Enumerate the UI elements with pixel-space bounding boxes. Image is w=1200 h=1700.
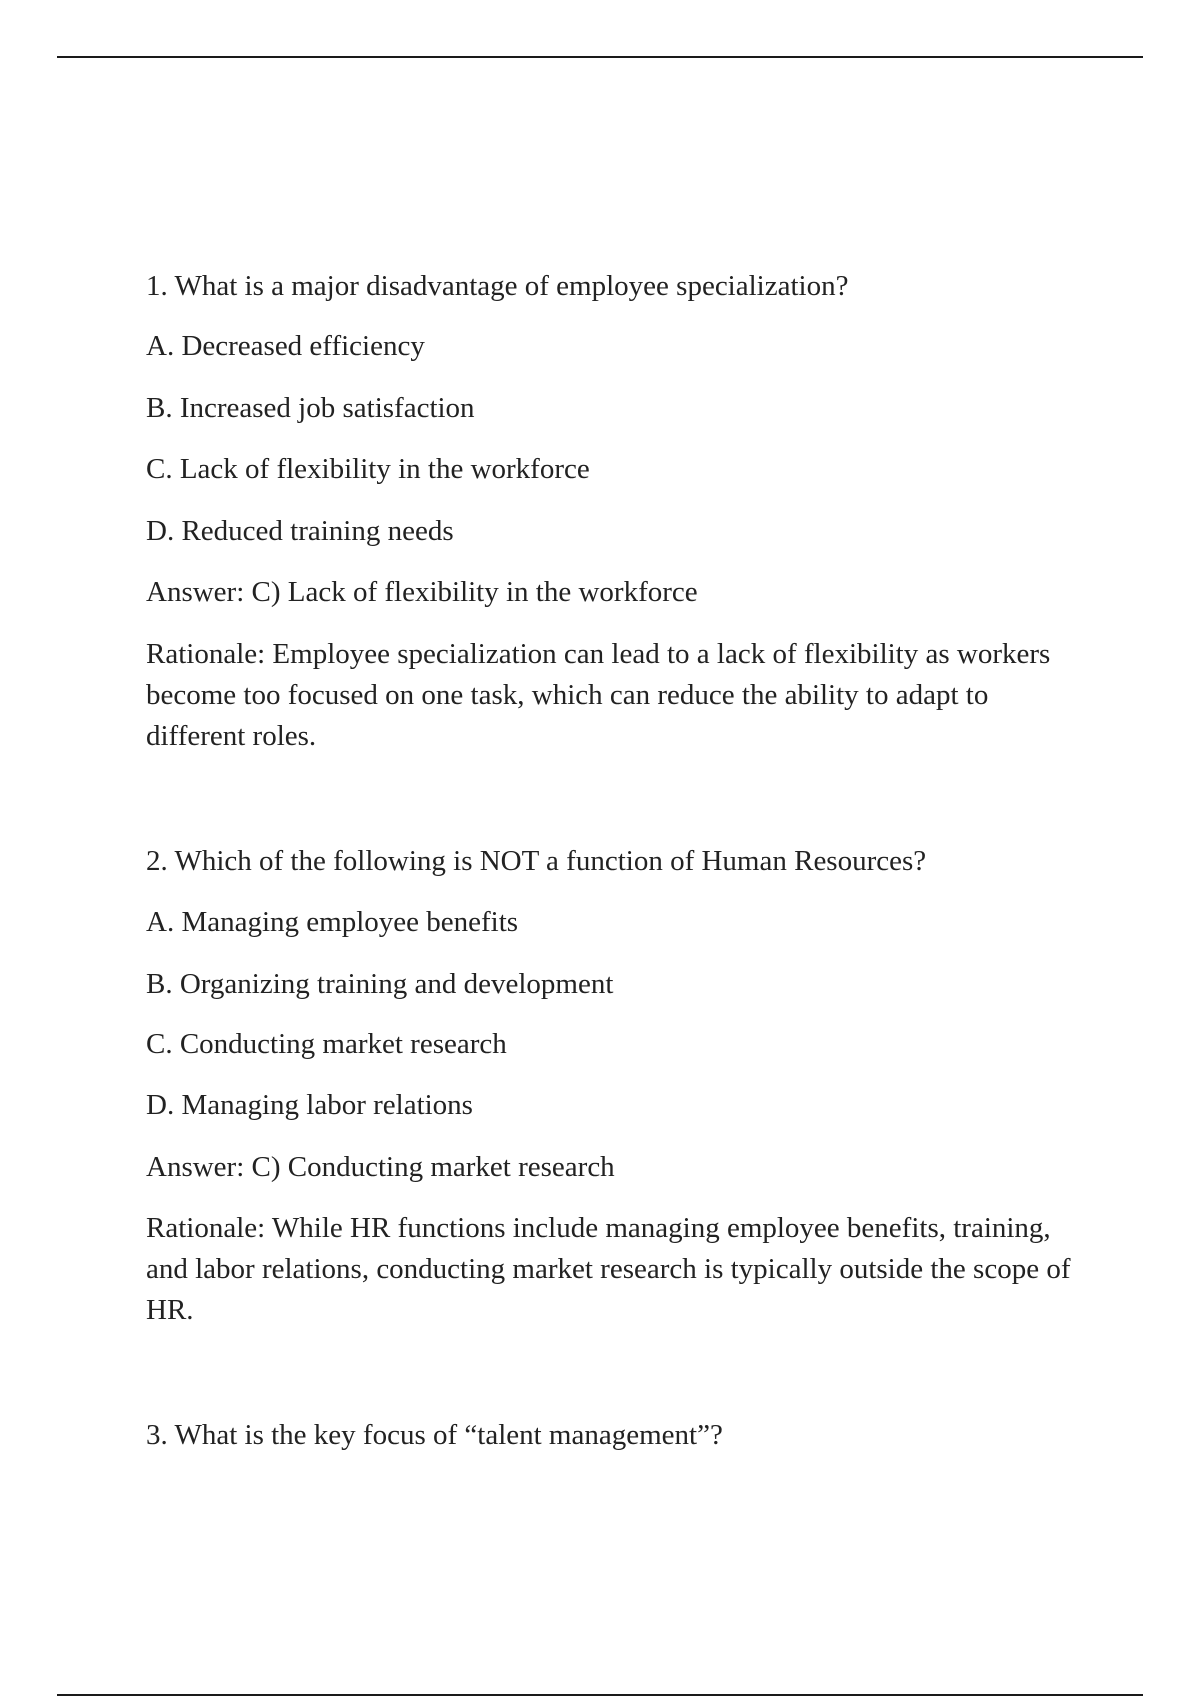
question-1-text: 1. What is a major disadvantage of employee specialization?: [146, 270, 849, 302]
question-2-rationale: Rationale: While HR functions include managing employee benefits, training, and labor relations, conducting market research is typically outside the scope of HR.: [146, 1212, 1071, 1326]
question-1-option-b: B. Increased job satisfaction: [146, 392, 475, 424]
question-2-option-d: D. Managing labor relations: [146, 1089, 473, 1121]
question-2-option-c: C. Conducting market research: [146, 1028, 507, 1060]
question-2-option-a: A. Managing employee benefits: [146, 906, 519, 938]
question-1-answer: Answer: C) Lack of flexibility in the workforce: [146, 576, 698, 608]
question-3-text: 3. What is the key focus of “talent management”?: [146, 1419, 723, 1451]
question-1-option-a: A. Decreased efficiency: [146, 330, 425, 362]
question-2-text: 2. Which of the following is NOT a function of Human Resources?: [146, 845, 927, 877]
question-1-option-c: C. Lack of flexibility in the workforce: [146, 453, 590, 485]
question-2-answer: Answer: C) Conducting market research: [146, 1151, 615, 1183]
question-1-option-d: D. Reduced training needs: [146, 515, 454, 547]
question-1-rationale: Rationale: Employee specialization can lead to a lack of flexibility as workers become too focused on one task, which can reduce the ability to adapt to different roles.: [146, 638, 1051, 752]
question-2-option-b: B. Organizing training and development: [146, 968, 614, 1000]
top-divider: [57, 56, 1143, 58]
bottom-divider: [57, 1694, 1143, 1696]
